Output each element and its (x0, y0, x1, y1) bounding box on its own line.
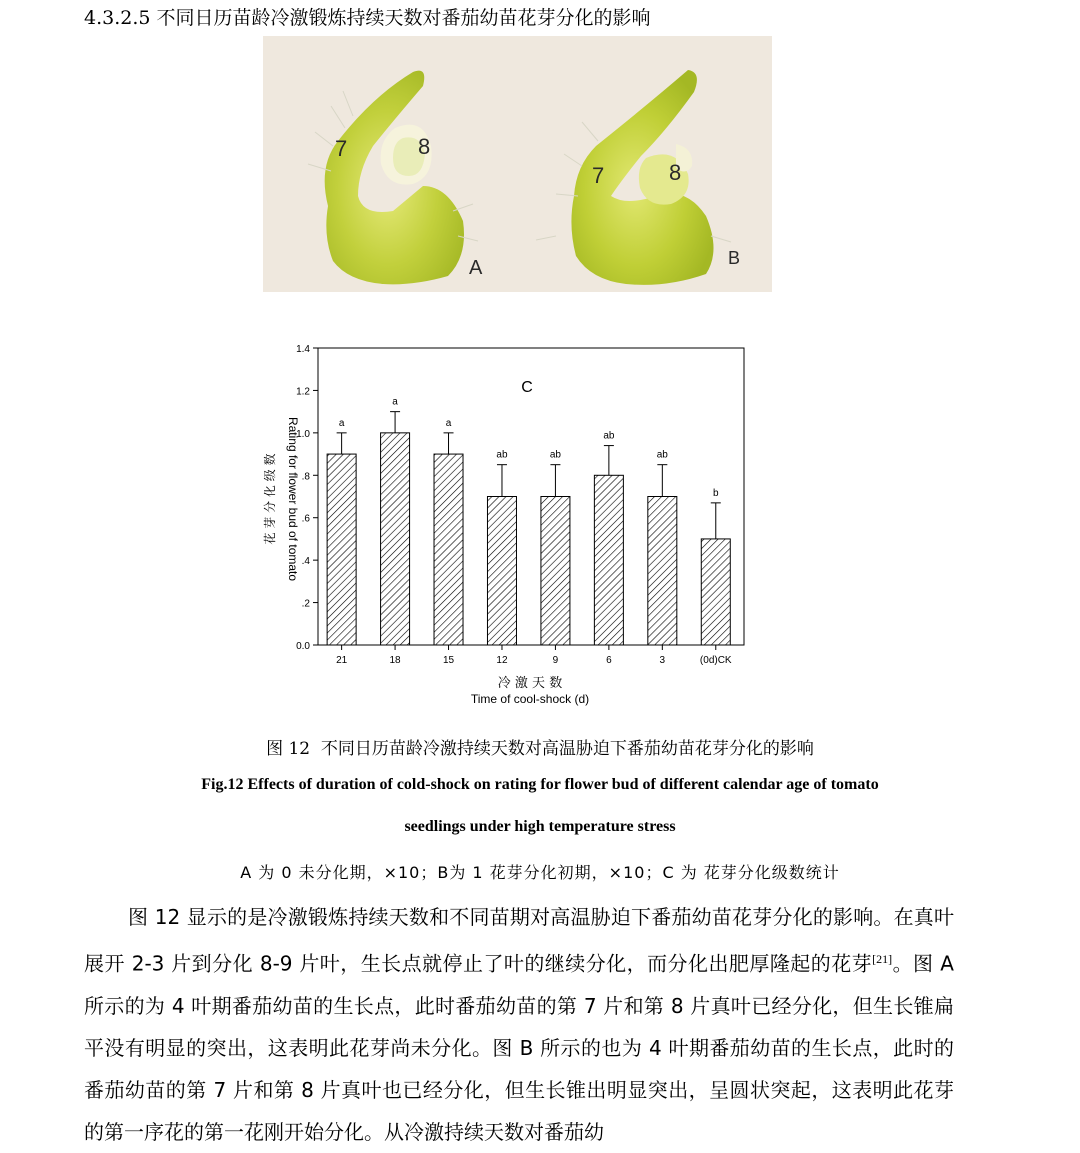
body-paragraph (84, 896, 954, 1153)
leaf-7-label: 7 (592, 163, 605, 188)
bar (541, 497, 570, 646)
x-tick-label: 3 (659, 655, 666, 666)
bar (327, 454, 356, 645)
x-axis-label-en: Time of cool-shock (d) (470, 692, 590, 706)
significance-letter: a (392, 396, 398, 408)
bar-chart (250, 335, 770, 715)
seedling-apex-image-b (516, 36, 772, 292)
figure-caption-en-line2: seedlings under high temperature stress (404, 818, 676, 835)
y-axis-label-zh: 花 芽 分 化 级 数 (263, 453, 277, 545)
y-tick-label: 1.2 (296, 386, 310, 398)
y-tick-label: 1.4 (296, 344, 310, 355)
x-tick-label: 6 (606, 655, 612, 666)
figure-note: A 为 0 未分化期，×10；B为 1 花芽分化初期，×10；C 为 花芽分化级数统计 (240, 863, 840, 882)
x-tick-label: 9 (552, 655, 559, 666)
leaf-8-label: 8 (669, 160, 682, 185)
significance-letter: ab (656, 449, 668, 461)
leaf-7-label: 7 (335, 136, 348, 161)
section-heading: 4.3.2.5 不同日历苗龄冷激锻炼持续天数对番茄幼苗花芽分化的影响 (84, 7, 651, 29)
body-text-part1: 图 12 显示的是冷激锻炼持续天数和不同苗期对高温胁迫下番茄幼苗花芽分化的影响。在真叶展开 2-3 片到分化 8-9 片叶，生长点就停止了叶的继续分化，而分化出肥厚隆起的花芽 (84, 905, 954, 976)
panel-a-label: A (469, 257, 483, 279)
bar (594, 475, 623, 645)
x-axis-label-zh: 冷 激 天 数 (497, 676, 563, 691)
figure-caption-en-line1: Fig.12 Effects of duration of cold-shock on rating for flower bud of different calendar age of tomato (201, 776, 879, 793)
bar (701, 539, 730, 645)
y-tick-label: 0.0 (296, 641, 310, 652)
bar (487, 497, 516, 646)
bar (434, 454, 463, 645)
bar (381, 433, 410, 645)
x-tick-label: 21 (336, 655, 348, 666)
seedling-apex-image-a (263, 36, 519, 292)
x-tick-label: 15 (442, 655, 455, 666)
x-tick-label: (0d)CK (699, 655, 732, 666)
y-tick-label: 1.0 (296, 428, 310, 440)
bar (648, 497, 677, 646)
significance-letter: a (445, 417, 452, 429)
significance-letter: a (338, 417, 345, 429)
y-tick-label: .6 (301, 513, 310, 525)
figure-number: 图 12 (266, 739, 311, 759)
figure-caption-zh (0, 734, 1080, 759)
figure-title-zh: 不同日历苗龄冷激持续天数对高温胁迫下番茄幼苗花芽分化的影响 (320, 739, 814, 759)
x-tick-label: 18 (389, 655, 401, 666)
body-text-part2: 。图 A 所示的为 4 叶期番茄幼苗的生长点，此时番茄幼苗的第 7 片和第 8 片真叶已经分化，但生长锥扁平没有明显的突出，这表明此花芽尚未分化。图 B 所示的也为 4 叶期番茄幼苗的生长点，此时的番茄幼苗的第 7 片和第 8 片真叶也已经分化，但生长锥出明显突出，呈圆状突起，这表明此花芽的第一序花的第一花刚开始分化。从冷激持续天数对番茄幼 (84, 951, 954, 1144)
y-tick-label: .8 (301, 471, 310, 483)
significance-letter: ab (549, 449, 561, 461)
citation-ref: [21] (872, 952, 893, 966)
y-axis-label-en: Rating for flower bud of tomato (286, 416, 300, 582)
leaf-8-label: 8 (418, 134, 431, 159)
micrograph-b (516, 36, 772, 292)
y-tick-label: .4 (301, 556, 310, 568)
significance-letter: ab (496, 449, 508, 461)
panel-b-label: B (728, 248, 741, 268)
panel-c-label: C (521, 379, 533, 396)
y-tick-label: .2 (301, 598, 310, 610)
micrograph-a (263, 36, 519, 292)
significance-letter: b (712, 487, 719, 499)
x-tick-label: 12 (496, 655, 508, 666)
significance-letter: ab (603, 430, 615, 442)
